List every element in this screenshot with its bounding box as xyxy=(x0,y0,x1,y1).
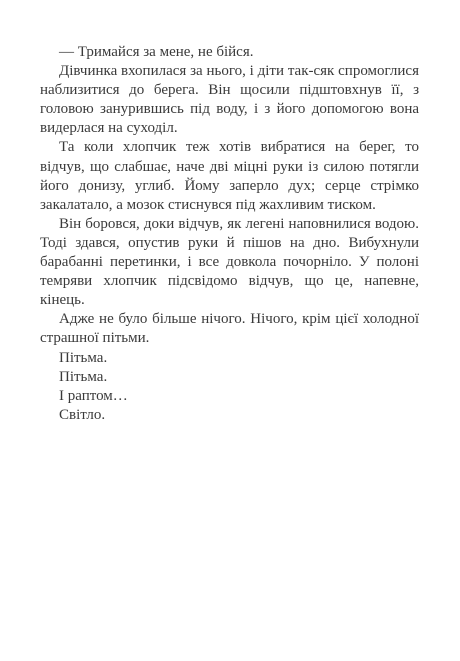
paragraph-pulled-under: Та коли хлопчик теж хотів вибратися на берег, то відчув, що слабшає, наче дві міцні руки із силою потягли його донизу, углиб. Йому заперло дух; серце стрімко закалатало, а мозок стиснувся під жахливим тиском. xyxy=(40,139,419,213)
paragraph-short-1: Пітьма. xyxy=(59,349,108,366)
paragraph-short-4: Світло. xyxy=(59,406,106,423)
paragraph-escape: Дівчинка вхопилася за нього, і діти так-сяк спромоглися наблизитися до берега. Він щосили підштовхнув її, з головою занурившись під воду, і з його допомогою вона видерлася на суходіл. xyxy=(40,63,419,137)
page-text xyxy=(40,43,419,425)
paragraph-short-3: І раптом… xyxy=(59,387,128,404)
paragraph-drowning: Він боровся, доки відчув, як легені наповнилися водою. Тоді здався, опустив руки й пішов на дно. Вибухнули барабанні перетинки, і все довкола почорніло. У полоні темряви хлопчик підсвідомо відчув, що це, напевне, кінець. xyxy=(40,215,419,309)
paragraph-short-2: Пітьма. xyxy=(59,368,108,385)
paragraph-darkness: Адже не було більше нічого. Нічого, крім цієї холодної страшної пітьми. xyxy=(40,311,419,347)
paragraph-dialogue: — Тримайся за мене, не бійся. xyxy=(59,44,254,60)
